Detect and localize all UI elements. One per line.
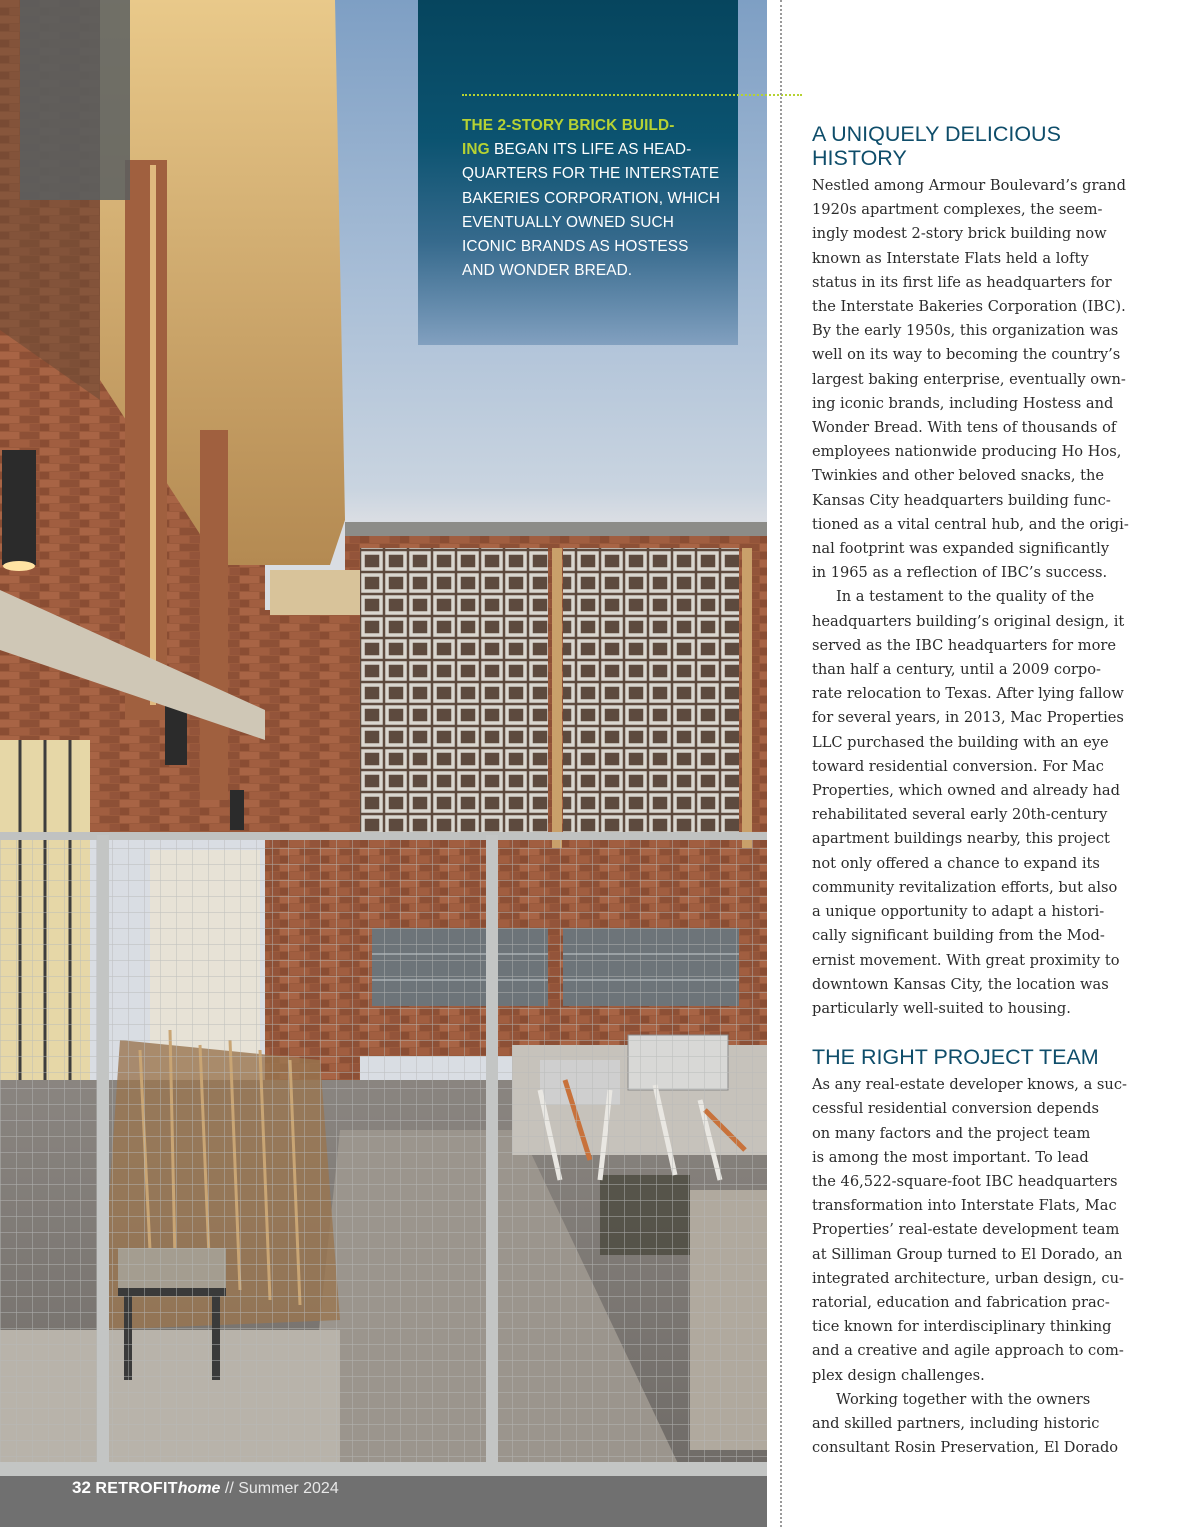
- paragraph: As any real-estate developer knows, a suc- cessful residential conversion depends on many factors and the project team is among the most important. To lead the 46,522-square-foot IBC headquarters transformation into Interstate Flats, Mac Properties’ real-estate development team at Silliman Group turned to El Dorado, an integrated architecture, urban design, cu- ratorial, education and fabrication prac- tice known for interdisciplinary thinking and a creative and agile approach to com- plex design challenges.: [812, 1076, 1127, 1384]
- pull-quote-lead: THE 2-STORY BRICK BUILD- ING: [462, 117, 675, 159]
- page-number: 32: [72, 1478, 91, 1497]
- paragraph: Nestled among Armour Boulevard’s grand 1920s apartment complexes, the seem- ingly modest 2-story brick building now known as Interstate Flats held a lofty status in its first life as headquarters for the Interstate Bakeries Corporation (IBC). By the early 1950s, this organization was well on its way to becoming the country’s largest baking enterprise, eventually own- ing iconic brands, including Hostess and Wonder Bread. With tens of thousands of employees nationwide producing Ho Hos, Twinkies and other beloved snacks, the Kansas City headquarters building func- tioned as a vital central hub, and the origi- nal footprint was expanded significantly in 1965 as a reflection of IBC’s success.: [812, 177, 1129, 582]
- issue-date: // Summer 2024: [220, 1480, 339, 1497]
- gutter-dotted-rule: [780, 0, 782, 1527]
- page-folio: [72, 1478, 339, 1498]
- pull-quote-text: THE 2-STORY BRICK BUILD- ING BEGAN ITS LIFE AS HEAD- QUARTERS FOR THE INTERSTATE BAKERIES CORPORATION, WHICH EVENTUALLY OWNED SUCH ICONIC BRANDS AS HOSTESS AND WONDER BREAD.: [462, 117, 721, 280]
- section-heading-project-team: THE RIGHT PROJECT TEAM: [812, 1045, 1099, 1070]
- article-column: [812, 122, 1130, 1460]
- magazine-name: RETROFIT: [95, 1480, 178, 1497]
- pull-quote-box: [418, 0, 738, 345]
- paragraph: In a testament to the quality of the headquarters building’s original design, it served as the IBC headquarters for more than half a century, until a 2009 corpo- rate relocation to Texas. After lying fallow for several years, in 2013, Mac Properties LLC purchased the building with an eye toward residential conversion. For Mac Properties, which owned and already had rehabilitated several early 20th-century apartment buildings nearby, this project not only offered a chance to expand its community revitalization efforts, but also a unique opportunity to adapt a histori- cally significant building from the Mod- ernist movement. With great proximity to downtown Kansas City, the location was particularly well-suited to housing.: [812, 588, 1125, 1017]
- magazine-name-italic: home: [177, 1480, 221, 1497]
- dotted-rule: [462, 94, 802, 96]
- section-heading-history: A UNIQUELY DELICIOUS HISTORY: [812, 122, 1061, 170]
- paragraph: Working together with the owners and skilled partners, including historic consultant Rosin Preservation, El Dorado: [812, 1390, 1119, 1457]
